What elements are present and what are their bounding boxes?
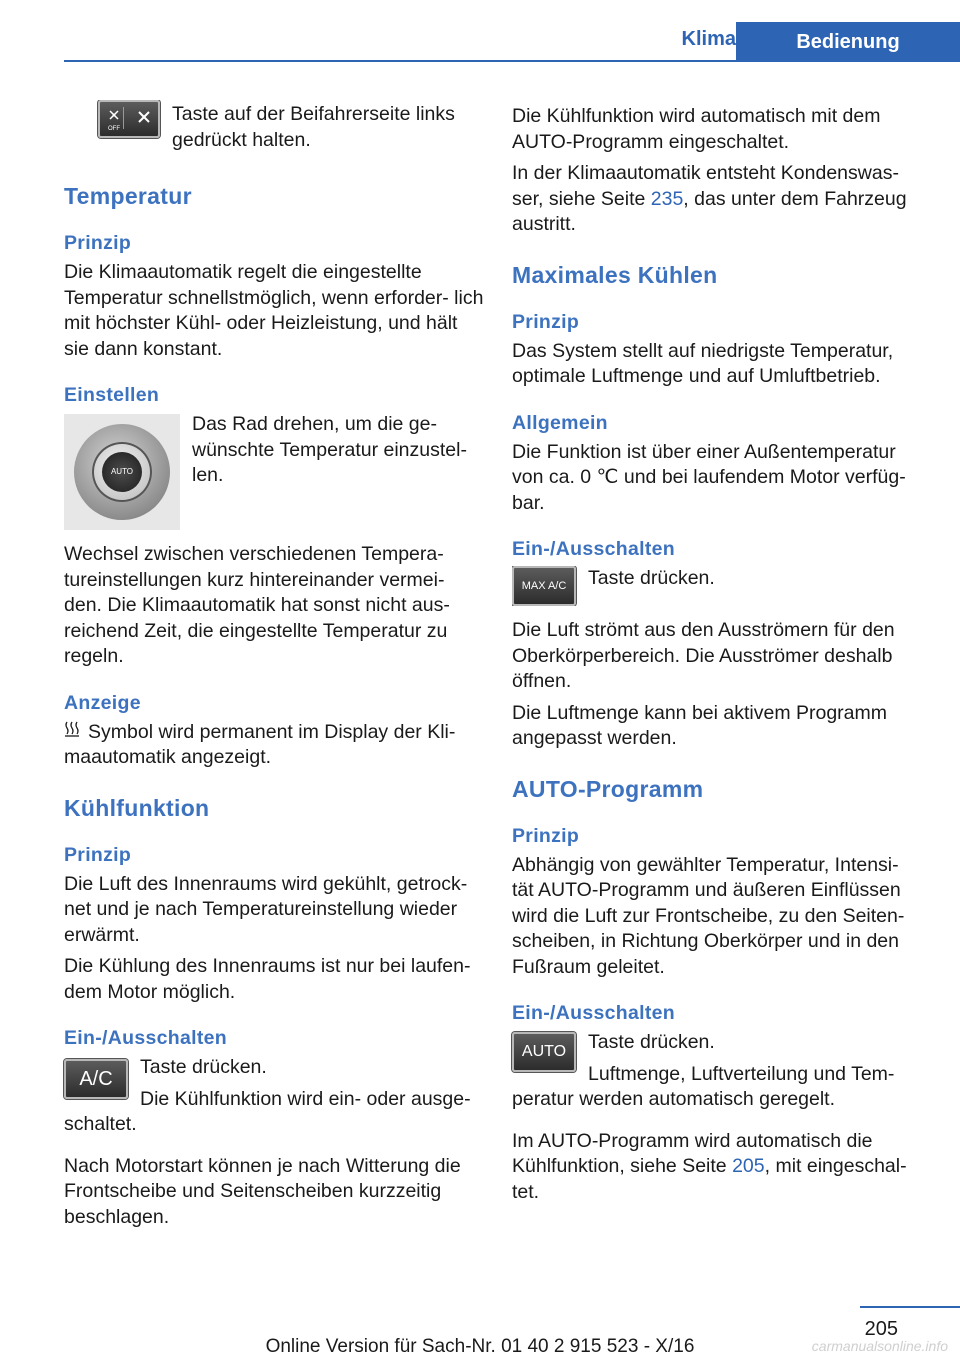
heading-temperatur: Temperatur <box>64 183 192 209</box>
autokuehl-text-pre: Im AUTO-Programm wird automatisch die Kühlfunktion, siehe Seite <box>512 1129 873 1177</box>
auto-button-image: AUTO <box>512 1032 576 1072</box>
prinzip-2-text: Die Luft des Innenraums wird gekühlt, getrock- net und je nach Temperatureinstellung wieder erwärmt. <box>64 872 468 946</box>
taste-1-text: Taste drücken. <box>140 1056 267 1078</box>
online-version-text: Online Version für Sach-Nr. 01 40 2 915 523 - X/16 <box>265 1336 695 1357</box>
kondens-text-post: , das unter dem Fahrzeug austritt. <box>512 187 907 235</box>
header-rule <box>64 60 960 62</box>
anzeige-paragraph <box>64 720 484 771</box>
einstellen-row <box>64 412 484 538</box>
footer-rule <box>860 1306 960 1308</box>
heading-maximales-kuehlen: Maximales Kühlen <box>512 261 718 288</box>
temperature-knob-image <box>64 414 180 530</box>
heading-anzeige: Anzeige <box>64 691 141 714</box>
kuehlung-text: Die Kühlung des Innenraums ist nur bei laufen- dem Motor möglich. <box>64 955 471 1003</box>
heading-prinzip-3: Prinzip <box>512 310 580 333</box>
ac-button-image: A/C <box>64 1059 128 1099</box>
prinzip-4-text: Abhängig von gewählter Temperatur, Intensi- tät AUTO-Programm und äußeren Einflüssen wird die Luft zur Frontscheibe, zu den Seiten- scheiben, in Richtung Oberkörper und in den Fußraum geleitet. <box>512 853 905 978</box>
heading-prinzip-1: Prinzip <box>64 232 132 254</box>
off-label: OFF <box>108 126 120 132</box>
heading-ein-ausschalten-2: Ein-/Ausschalten <box>512 538 675 560</box>
auto-row <box>512 1030 922 1113</box>
auto-text: Die Kühlfunktion wird automatisch mit dem AUTO-Programm eingeschaltet. <box>512 105 881 153</box>
heading-allgemein: Allgemein <box>512 411 608 434</box>
intro-text: Taste auf der Beifahrerseite links gedrückt halten. <box>172 103 455 151</box>
page-header <box>0 0 960 62</box>
kondens-text-pre: In der Klimaautomatik entsteht Kondenswas- ser, siehe Seite <box>512 162 899 210</box>
heading-prinzip-2: Prinzip <box>64 843 132 866</box>
ac-row <box>64 1055 484 1138</box>
knob-ring <box>74 424 170 520</box>
page-link-235[interactable]: 235 <box>650 187 684 210</box>
prinzip-3-text: Das System stellt auf niedrigste Temperatur, optimale Luftmenge und auf Umluftbetrieb. <box>512 339 894 387</box>
prinzip-1-text: Die Klimaautomatik regelt die eingestellte Temperatur schnellstmöglich, wenn erforder- lich mit höchster Kühl- oder Heizleistung, und hält sie dann konstant. <box>64 261 484 360</box>
heading-auto-programm: AUTO-Programm <box>512 775 704 802</box>
anzeige-text: Symbol wird permanent im Display der Kli- maautomatik angezeigt. <box>64 720 456 768</box>
taste-3-text: Taste drücken. <box>588 1031 715 1053</box>
intro-row <box>64 100 484 159</box>
watermark: carmanualsonline.info <box>811 1338 948 1354</box>
heading-ein-ausschalten-3: Ein-/Ausschalten <box>512 1002 675 1024</box>
autokuehl-paragraph <box>512 1129 922 1206</box>
ac-text: Die Kühlfunktion wird ein- oder ausge- schaltet. <box>64 1087 471 1135</box>
page-number: 205 <box>864 1318 898 1340</box>
allgemein-text: Die Funktion ist über einer Außentemperatur von ca. 0 ℃ und bei laufendem Motor verfüg- bar. <box>512 440 906 514</box>
kondens-paragraph <box>512 161 922 238</box>
luftverteilung-text: Luftmenge, Luftverteilung und Tem- peratur werden automatisch geregelt. <box>512 1062 895 1110</box>
taste-2-text: Taste drücken. <box>588 567 715 589</box>
motorstart-text: Nach Motorstart können je nach Witterung die Frontscheibe und Seitenscheiben kurzzeitig beschlagen. <box>64 1154 461 1228</box>
section-tab-klima[interactable]: Klima <box>681 28 736 50</box>
knob-auto-button: AUTO <box>102 452 142 492</box>
left-column <box>64 100 484 1236</box>
section-tab-bedienung[interactable]: Bedienung <box>736 22 960 62</box>
heading-einstellen: Einstellen <box>64 384 160 406</box>
fan-symbol-icon <box>136 109 152 130</box>
heading-kuehlfunktion: Kühlfunktion <box>64 794 210 821</box>
ac-display-icon <box>64 720 82 746</box>
wechsel-text: Wechsel zwischen verschiedenen Tempera- tureinstellungen kurz hintereinander vermei- den. Die Klimaautomatik hat sonst nicht aus- reichend Zeit, die eingestellte Temperatur zu regeln. <box>64 543 450 667</box>
max-ac-button-image: MAX A/C <box>512 566 576 606</box>
autokuehl-text-post: , mit eingeschal- tet. <box>512 1155 907 1203</box>
heading-ein-ausschalten-1: Ein-/Ausschalten <box>64 1027 227 1049</box>
luft-text: Die Luft strömt aus den Ausströmern für den Oberkörperbereich. Die Ausströmer deshalb öffnen. <box>512 619 895 692</box>
maxac-row <box>512 566 922 606</box>
knob-face <box>92 442 152 502</box>
right-column <box>512 100 922 1211</box>
einstellen-text: Das Rad drehen, um die ge- wünschte Temperatur einzustel- len. <box>192 413 467 486</box>
fan-icon <box>105 107 124 132</box>
heading-prinzip-4: Prinzip <box>512 824 580 847</box>
luftmenge-text: Die Luftmenge kann bei aktivem Programm angepasst werden. <box>512 701 888 749</box>
off-fan-button-image <box>98 100 160 138</box>
page-link-205[interactable]: 205 <box>732 1155 765 1177</box>
